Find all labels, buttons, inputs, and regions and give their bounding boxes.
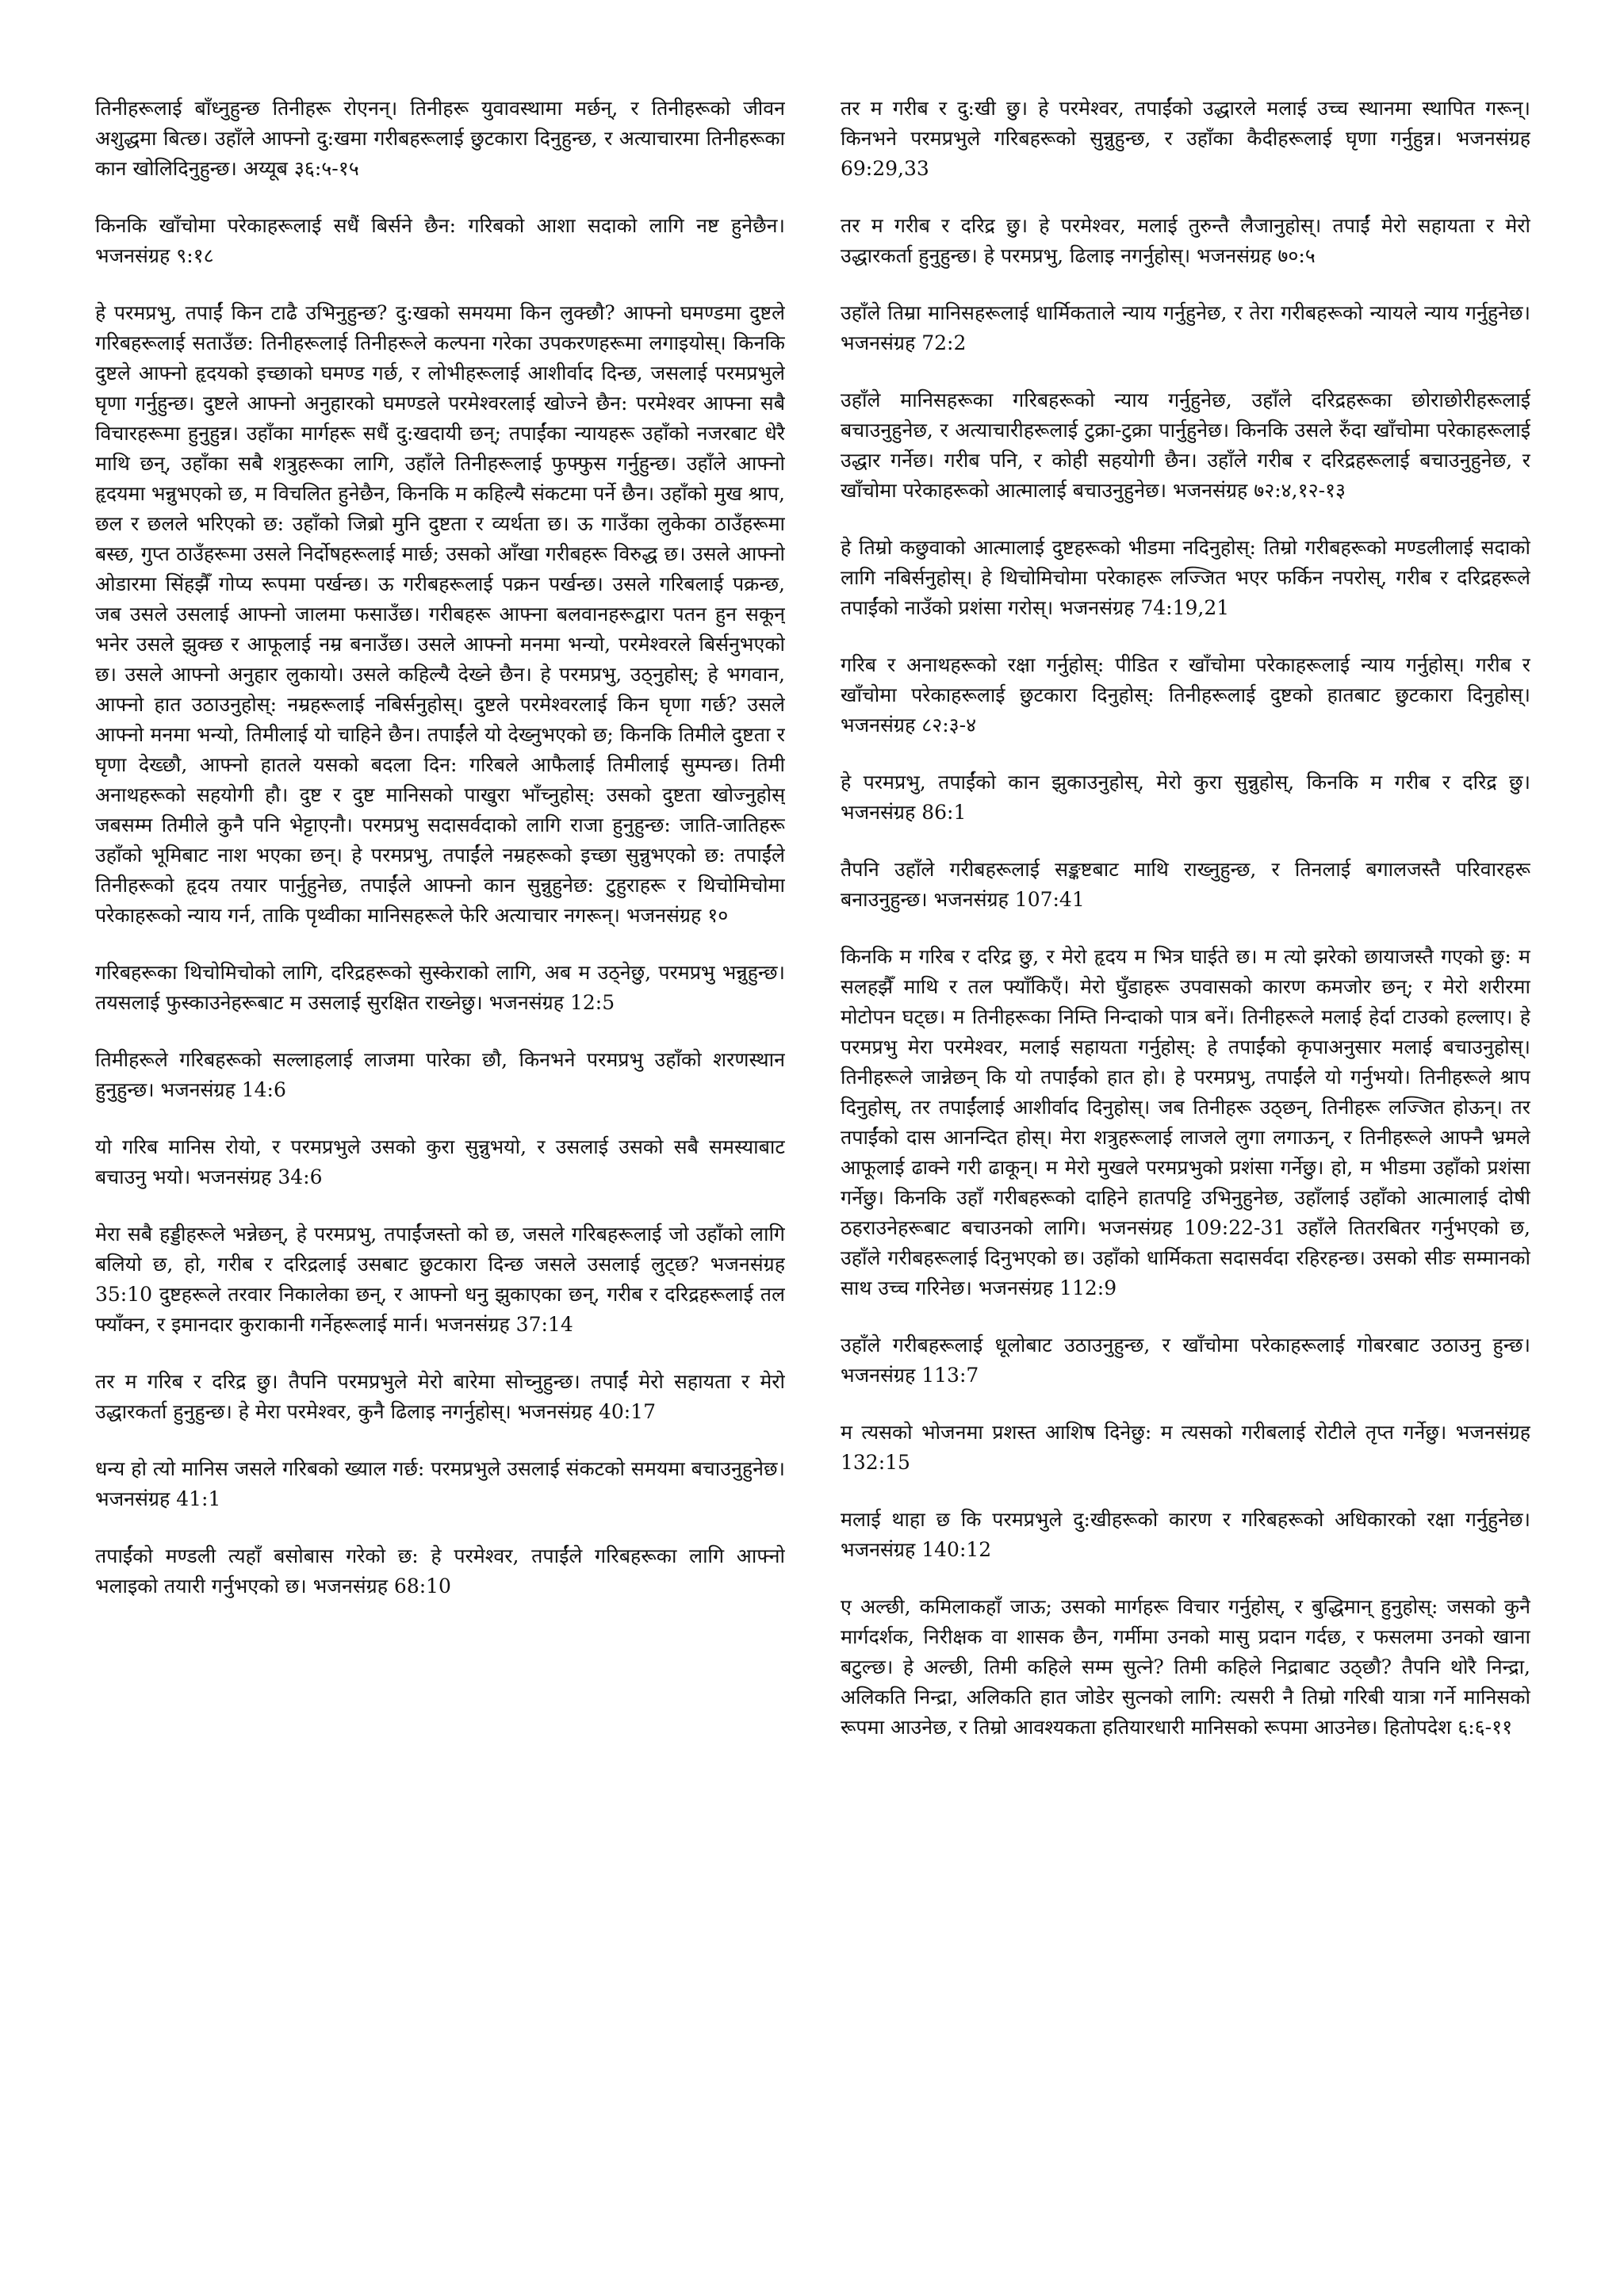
paragraph: यो गरिब मानिस रोयो, र परमप्रभुले उसको कुरा सुन्नुभयो, र उसलाई उसको सबै समस्याबाट बचाउनु भयो। भजनसंग्रह 34:6 [95,1135,785,1188]
paragraph: धन्य हो त्यो मानिस जसले गरिबको ख्याल गर्छ: परमप्रभुले उसलाई संकटको समयमा बचाउनुहुनेछ। भजनसंग्रह 41:1 [95,1457,785,1510]
paragraph: किनकि म गरिब र दरिद्र छु, र मेरो हृदय म भित्र घाईते छ। म त्यो झरेको छायाजस्तै गएको छु: म सलहझैँ माथि र तल फ्याँकिएँ। मेरो घुँडाहरू उपवासको कारण कमजोर छन्; र मेरो शरीरमा मोटोपन घट्छ। म तिनीहरूका निम्ति निन्दाको पात्र बनें। तिनीहरूले मलाई हेर्दा टाउको हल्लाए। हे परमप्रभु मेरा परमेश्वर, मलाई सहायता गर्नुहोस्: हे तपाईंको कृपाअनुसार मलाई बचाउनुहोस्। तिनीहरूले जान्नेछन् कि यो तपाईंको हात हो। हे परमप्रभु, तपाईंले यो गर्नुभयो। तिनीहरूले श्राप दिनुहोस्, तर तपाईंलाई आशीर्वाद दिनुहोस्। जब तिनीहरू उठ्छन्, तिनीहरू लज्जित होऊन्। तर तपाईंको दास आनन्दित होस्। मेरा शत्रुहरूलाई लाजले लुगा लगाऊन्, र तिनीहरूले आफ्नै भ्रमले आफूलाई ढाक्ने गरी ढाकून्। म मेरो मुखले परमप्रभुको प्रशंसा गर्नेछु। हो, म भीडमा उहाँको प्रशंसा गर्नेछु। किनकि उहाँ गरीबहरूको दाहिने हातपट्टि उभिनुहुनेछ, उहाँलाई उहाँको आत्मालाई दोषी ठहराउनेहरूबाट बचाउनको लागि। भजनसंग्रह 109:22-31 उहाँले तितरबितर गर्नुभएको छ, उहाँले गरीबहरूलाई दिनुभएको छ। उहाँको धार्मिकता सदासर्वदा रहिरहन्छ। उसको सीङ सम्मानको साथ उच्च गरिनेछ। भजनसंग्रह 112:9 [841,945,1530,1299]
right-column [841,94,1530,2250]
paragraph: तैपनि उहाँले गरीबहरूलाई सङ्कष्टबाट माथि राख्नुहुन्छ, र तिनलाई बगालजस्तै परिवारहरू बनाउनुहुन्छ। भजनसंग्रह 107:41 [841,858,1530,911]
left-column [95,94,785,2250]
paragraph: मेरा सबै हड्डीहरूले भन्नेछन्, हे परमप्रभु, तपाईंजस्तो को छ, जसले गरिबहरूलाई जो उहाँको लागि बलियो छ, हो, गरीब र दरिद्रलाई उसबाट छुटकारा दिन्छ जसले उसलाई लुट्छ? भजनसंग्रह 35:10 दुष्टहरूले तरवार निकालेका छन्, र आफ्नो धनु झुकाएका छन्, गरीब र दरिद्रहरूलाई तल फ्याँक्न, र इमानदार कुराकानी गर्नेहरूलाई मार्न। भजनसंग्रह 37:14 [95,1223,785,1336]
paragraph: म त्यसको भोजनमा प्रशस्त आशिष दिनेछु: म त्यसको गरीबलाई रोटीले तृप्त गर्नेछु। भजनसंग्रह 132:15 [841,1421,1530,1474]
document-page [95,94,1530,2250]
paragraph: तिनीहरूलाई बाँध्नुहुन्छ तिनीहरू रोएनन्। तिनीहरू युवावस्थामा मर्छन्, र तिनीहरूको जीवन अशुद्धमा बित्छ। उहाँले आफ्नो दु:खमा गरीबहरूलाई छुटकारा दिनुहुन्छ, र अत्याचारमा तिनीहरूका कान खोलिदिनुहुन्छ। अय्यूब ३६:५-१५ [95,97,785,180]
paragraph: तर म गरिब र दरिद्र छु। तैपनि परमप्रभुले मेरो बारेमा सोच्नुहुन्छ। तपाईं मेरो सहायता र मेरो उद्धारकर्ता हुनुहुन्छ। हे मेरा परमेश्वर, कुनै ढिलाइ नगर्नुहोस्। भजनसंग्रह 40:17 [95,1370,785,1423]
paragraph: तिमीहरूले गरिबहरूको सल्लाहलाई लाजमा पारेका छौ, किनभने परमप्रभु उहाँको शरणस्थान हुनुहुन्छ। भजनसंग्रह 14:6 [95,1048,785,1101]
paragraph: उहाँले गरीबहरूलाई धूलोबाट उठाउनुहुन्छ, र खाँचोमा परेकाहरूलाई गोबरबाट उठाउनु हुन्छ। भजनसंग्रह 113:7 [841,1334,1530,1387]
paragraph: मलाई थाहा छ कि परमप्रभुले दु:खीहरूको कारण र गरिबहरूको अधिकारको रक्षा गर्नुहुनेछ। भजनसंग्रह 140:12 [841,1508,1530,1561]
paragraph: तर म गरीब र दरिद्र छु। हे परमेश्वर, मलाई तुरुन्तै लैजानुहोस्। तपाईं मेरो सहायता र मेरो उद्धारकर्ता हुनुहुन्छ। हे परमप्रभु, ढिलाइ नगर्नुहोस्। भजनसंग्रह ७०:५ [841,214,1530,267]
paragraph: ए अल्छी, कमिलाकहाँ जाऊ; उसको मार्गहरू विचार गर्नुहोस्, र बुद्धिमान् हुनुहोस्: जसको कुनै मार्गदर्शक, निरीक्षक वा शासक छैन, गर्मीमा उनको मासु प्रदान गर्दछ, र फसलमा उनको खाना बटुल्छ। हे अल्छी, तिमी कहिले सम्म सुत्ने? तिमी कहिले निद्राबाट उठ्छौ? तैपनि थोरै निन्द्रा, अलिकति निन्द्रा, अलिकति हात जोडेर सुत्नको लागि: त्यसरी नै तिम्रो गरिबी यात्रा गर्ने मानिसको रूपमा आउनेछ, र तिम्रो आवश्यकता हतियारधारी मानिसको रूपमा आउनेछ। हितोपदेश ६:६-११ [841,1595,1530,1739]
paragraph: गरिबहरूका थिचोमिचोको लागि, दरिद्रहरूको सुस्केराको लागि, अब म उठ्नेछु, परमप्रभु भन्नुहुन्छ। तयसलाई फुस्काउनेहरूबाट म उसलाई सुरक्षित राख्नेछु। भजनसंग्रह 12:5 [95,961,785,1014]
paragraph: तपाईंको मण्डली त्यहाँ बसोबास गरेको छ: हे परमेश्वर, तपाईंले गरिबहरूका लागि आफ्नो भलाइको तयारी गर्नुभएको छ। भजनसंग्रह 68:10 [95,1544,785,1598]
paragraph: गरिब र अनाथहरूको रक्षा गर्नुहोस्: पीडित र खाँचोमा परेकाहरूलाई न्याय गर्नुहोस्। गरीब र खाँचोमा परेकाहरूलाई छुटकारा दिनुहोस्: तिनीहरूलाई दुष्टको हातबाट छुटकारा दिनुहोस्। भजनसंग्रह ८२:३-४ [841,653,1530,737]
paragraph: तर म गरीब र दु:खी छु। हे परमेश्वर, तपाईंको उद्धारले मलाई उच्च स्थानमा स्थापित गरून्। किनभने परमप्रभुले गरिबहरूको सुन्नुहुन्छ, र उहाँका कैदीहरूलाई घृणा गर्नुहुन्न। भजनसंग्रह 69:29,33 [841,97,1530,180]
paragraph: उहाँले मानिसहरूका गरिबहरूको न्याय गर्नुहुनेछ, उहाँले दरिद्रहरूका छोराछोरीहरूलाई बचाउनुहुनेछ, र अत्याचारीहरूलाई टुक्रा-टुक्रा पार्नुहुनेछ। किनकि उसले रुँदा खाँचोमा परेकाहरूलाई उद्धार गर्नेछ। गरीब पनि, र कोही सहयोगी छैन। उहाँले गरीब र दरिद्रहरूलाई बचाउनुहुनेछ, र खाँचोमा परेकाहरूको आत्मालाई बचाउनुहुनेछ। भजनसंग्रह ७२:४,१२-१३ [841,388,1530,502]
paragraph: हे परमप्रभु, तपाईंको कान झुकाउनुहोस्, मेरो कुरा सुन्नुहोस्, किनकि म गरीब र दरिद्र छु। भजनसंग्रह 86:1 [841,771,1530,824]
paragraph: हे तिम्रो कछुवाको आत्मालाई दुष्टहरूको भीडमा नदिनुहोस्: तिम्रो गरीबहरूको मण्डलीलाई सदाको लागि नबिर्सनुहोस्। हे थिचोमिचोमा परेकाहरू लज्जित भएर फर्किन नपरोस्, गरीब र दरिद्रहरूले तपाईंको नाउँको प्रशंसा गरोस्। भजनसंग्रह 74:19,21 [841,536,1530,619]
paragraph: उहाँले तिम्रा मानिसहरूलाई धार्मिकताले न्याय गर्नुहुनेछ, र तेरा गरीबहरूको न्यायले न्याय गर्नुहुनेछ। भजनसंग्रह 72:2 [841,301,1530,354]
paragraph: किनकि खाँचोमा परेकाहरूलाई सधैं बिर्सने छैन: गरिबको आशा सदाको लागि नष्ट हुनेछैन। भजनसंग्रह ९:१८ [95,214,785,267]
paragraph: हे परमप्रभु, तपाईं किन टाढै उभिनुहुन्छ? दु:खको समयमा किन लुक्छौ? आफ्नो घमण्डमा दुष्टले गरिबहरूलाई सताउँछ: तिनीहरूलाई तिनीहरूले कल्पना गरेका उपकरणहरूमा लगाइयोस्। किनकि दुष्टले आफ्नो हृदयको इच्छाको घमण्ड गर्छ, र लोभीहरूलाई आशीर्वाद दिन्छ, जसलाई परमप्रभुले घृणा गर्नुहुन्छ। दुष्टले आफ्नो अनुहारको घमण्डले परमेश्वरलाई खोज्ने छैन: परमेश्वर आफ्ना सबै विचारहरूमा हुनुहुन्न। उहाँका मार्गहरू सधैं दु:खदायी छन्; तपाईंका न्यायहरू उहाँको नजरबाट धेरै माथि छन्, उहाँका सबै शत्रुहरूका लागि, उहाँले तिनीहरूलाई फुफ्फुस गर्नुहुन्छ। उहाँले आफ्नो हृदयमा भन्नुभएको छ, म विचलित हुनेछैन, किनकि म कहिल्यै संकटमा पर्ने छैन। उहाँको मुख श्राप, छल र छलले भरिएको छ: उहाँको जिब्रो मुनि दुष्टता र व्यर्थता छ। ऊ गाउँका लुकेका ठाउँहरूमा बस्छ, गुप्त ठाउँहरूमा उसले निर्दोषहरूलाई मार्छ; उसको आँखा गरीबहरू विरुद्ध छ। उसले आफ्नो ओडारमा सिंहझैँ गोप्य रूपमा पर्खन्छ। ऊ गरीबहरूलाई पक्रन पर्खन्छ। उसले गरिबलाई पक्रन्छ, जब उसले उसलाई आफ्नो जालमा फसाउँछ। गरीबहरू आफ्ना बलवानहरूद्वारा पतन हुन सकून् भनेर उसले झुक्छ र आफूलाई नम्र बनाउँछ। उसले आफ्नो मनमा भन्यो, परमेश्वरले बिर्सनुभएको छ। उसले आफ्नो अनुहार लुकायो। उसले कहिल्यै देख्ने छैन। हे परमप्रभु, उठ्नुहोस्; हे भगवान, आफ्नो हात उठाउनुहोस्: नम्रहरूलाई नबिर्सनुहोस्। दुष्टले परमेश्वरलाई किन घृणा गर्छ? उसले आफ्नो मनमा भन्यो, तिमीलाई यो चाहिने छैन। तपाईंले यो देख्नुभएको छ; किनकि तिमीले दुष्टता र घृणा देख्छौ, आफ्नो हातले यसको बदला दिन: गरिबले आफैलाई तिमीलाई सुम्पन्छ। तिमी अनाथहरूको सहयोगी हौ। दुष्ट र दुष्ट मानिसको पाखुरा भाँच्नुहोस्: उसको दुष्टता खोज्नुहोस् जबसम्म तिमीले कुनै पनि भेट्टाएनौ। परमप्रभु सदासर्वदाको लागि राजा हुनुहुन्छ: जाति-जातिहरू उहाँको भूमिबाट नाश भएका छन्। हे परमप्रभु, तपाईंले नम्रहरूको इच्छा सुन्नुभएको छ: तपाईंले तिनीहरूको हृदय तयार पार्नुहुनेछ, तपाईंले आफ्नो कान सुन्नुहुनेछ: टुहुराहरू र थिचोमिचोमा परेकाहरूको न्याय गर्न, ताकि पृथ्वीका मानिसहरूले फेरि अत्याचार नगरून्। भजनसंग्रह १० [95,301,785,927]
